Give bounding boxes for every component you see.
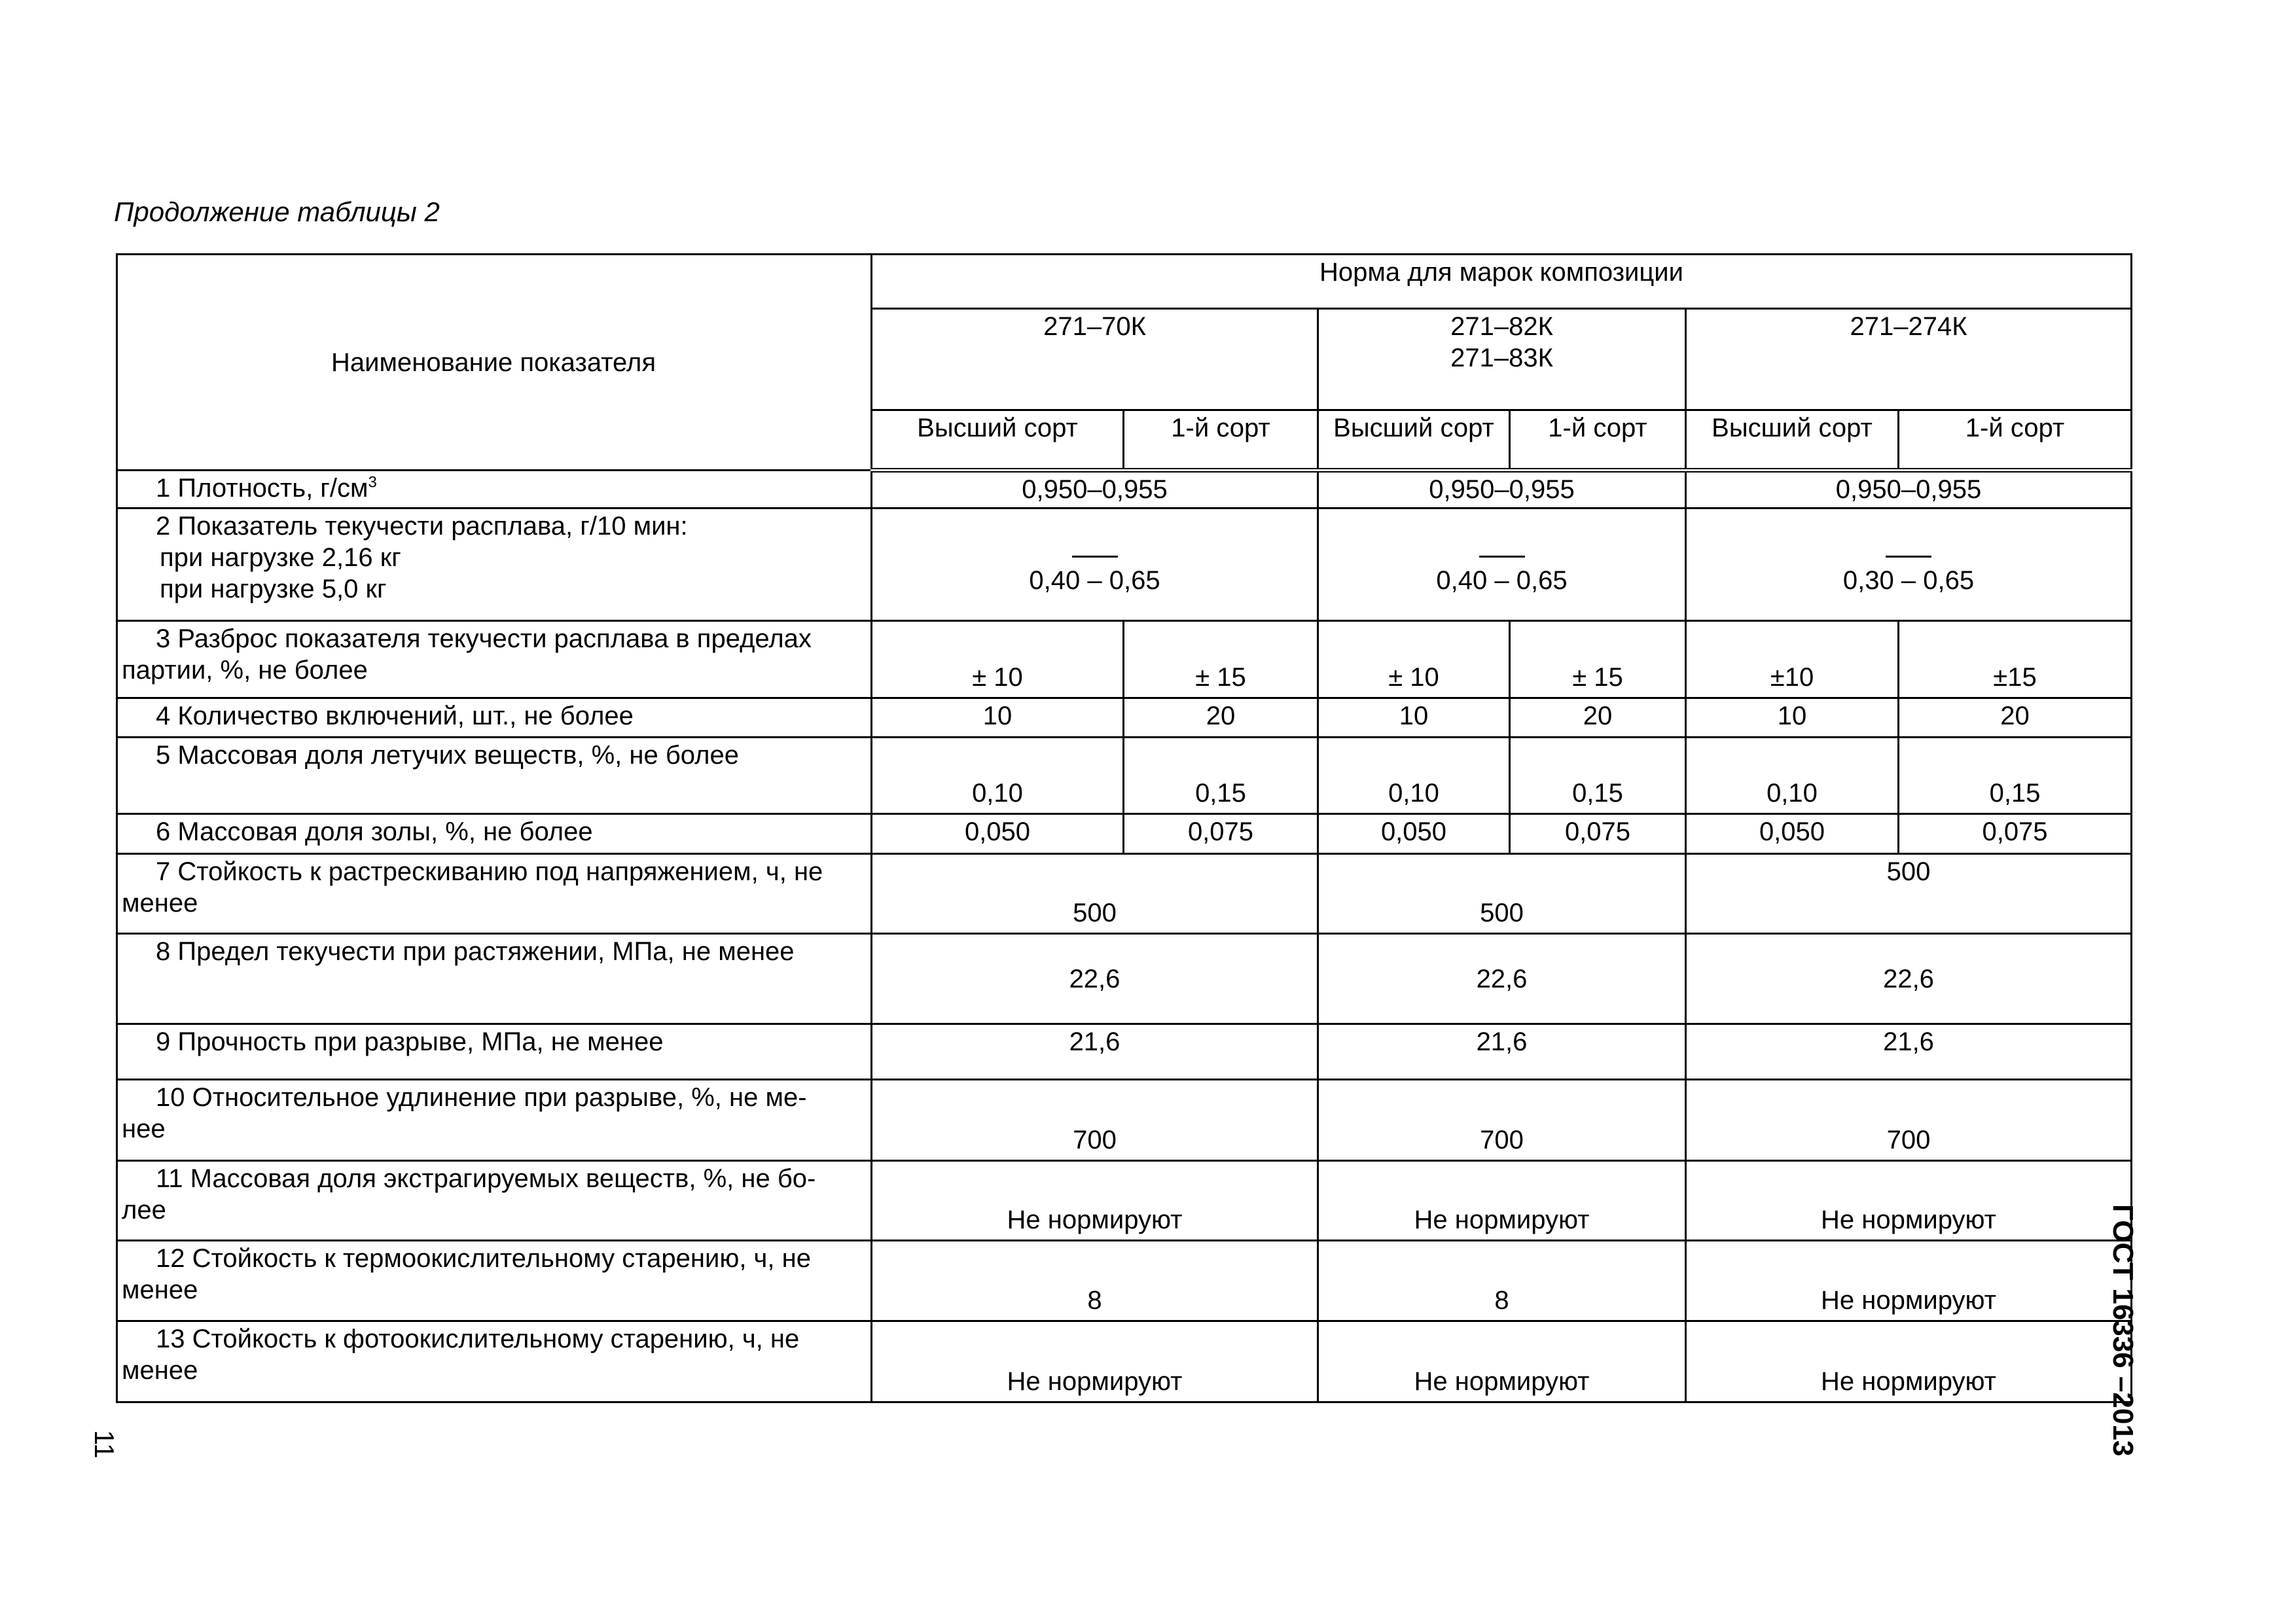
table-row (117, 934, 2132, 1024)
page-number: 11 (89, 1430, 120, 1459)
header-grade-top: Высший сорт (1686, 410, 1899, 471)
cell-value: 0,15 (1510, 738, 1686, 814)
table-row (117, 1161, 2132, 1241)
cell-value: 0,950–0,955 (872, 471, 1318, 508)
cell-value: 0,15 (1899, 738, 2132, 814)
row-label: 5 Массовая доля летучих веществ, %, не более (117, 738, 872, 814)
cell-value: ±15 (1899, 621, 2132, 698)
row-label: 12 Стойкость к термоокислительному старению, ч, не менее (117, 1241, 872, 1321)
table-row (117, 621, 2132, 698)
cell-value: 0,30 – 0,65 (1686, 508, 2132, 621)
table-row (117, 1024, 2132, 1080)
cell-value: 0,950–0,955 (1686, 471, 2132, 508)
table-row (117, 1321, 2132, 1402)
cell-value: 0,950–0,955 (1318, 471, 1686, 508)
cell-value: 0,15 (1124, 738, 1318, 814)
cell-value: Не нормируют (1318, 1321, 1686, 1402)
cell-value: Не нормируют (872, 1161, 1318, 1241)
table-row (117, 814, 2132, 854)
cell-value: 22,6 (1318, 934, 1686, 1024)
cell-value: 8 (872, 1241, 1318, 1321)
cell-value: 0,40 – 0,65 (1318, 508, 1686, 621)
cell-value: 0,050 (1686, 814, 1899, 854)
cell-value: 0,10 (1686, 738, 1899, 814)
cell-value: Не нормируют (872, 1321, 1318, 1402)
cell-value: 500 (872, 854, 1318, 934)
table-row (117, 698, 2132, 738)
cell-value: 22,6 (872, 934, 1318, 1024)
table-row (117, 738, 2132, 814)
cell-value: 8 (1318, 1241, 1686, 1321)
header-grade-first: 1-й сорт (1899, 410, 2132, 471)
cell-value: 10 (1318, 698, 1510, 738)
header-mark-271-82k-83k: 271–82К 271–83К (1318, 309, 1686, 410)
cell-value: ± 10 (1318, 621, 1510, 698)
cell-value: 21,6 (1318, 1024, 1686, 1080)
row-label: 10 Относительное удлинение при разрыве, %, не ме- нее (117, 1080, 872, 1161)
cell-value: Не нормируют (1686, 1161, 2132, 1241)
cell-value: ± 10 (872, 621, 1124, 698)
row-label: 8 Предел текучести при растяжении, МПа, не менее (117, 934, 872, 1024)
cell-value: Не нормируют (1686, 1321, 2132, 1402)
cell-value: 21,6 (872, 1024, 1318, 1080)
spec-table (116, 253, 2132, 1403)
cell-value: 0,10 (872, 738, 1124, 814)
cell-value: 21,6 (1686, 1024, 2132, 1080)
header-grade-top: Высший сорт (872, 410, 1124, 471)
dash-mark (1072, 536, 1118, 558)
cell-value: 10 (872, 698, 1124, 738)
cell-value: 0,050 (1318, 814, 1510, 854)
cell-value: 20 (1510, 698, 1686, 738)
row-label: 1 Плотность, $г/см^3$ (117, 471, 872, 508)
cell-value: Не нормируют (1686, 1241, 2132, 1321)
row-label: 13 Стойкость к фотоокислительному старению, ч, не менее (117, 1321, 872, 1402)
cell-value: 0,050 (872, 814, 1124, 854)
header-norm-group: Норма для марок композиции (872, 255, 2132, 309)
row-label: 7 Стойкость к растрескиванию под напряжением, ч, не менее (117, 854, 872, 934)
header-grade-first: 1-й сорт (1510, 410, 1686, 471)
header-grade-top: Высший сорт (1318, 410, 1510, 471)
cell-value: 0,075 (1899, 814, 2132, 854)
cell-value: 20 (1124, 698, 1318, 738)
cell-value: Не нормируют (1318, 1161, 1686, 1241)
cell-value: 22,6 (1686, 934, 2132, 1024)
cell-value: 0,10 (1318, 738, 1510, 814)
header-name-col: Наименование показателя (117, 255, 872, 471)
table-caption: Продолжение таблицы 2 (114, 196, 440, 227)
table-row (117, 1080, 2132, 1161)
header-mark-271-274k: 271–274К (1686, 309, 2132, 410)
table-row (117, 1241, 2132, 1321)
cell-value: 0,075 (1510, 814, 1686, 854)
table-row (117, 508, 2132, 621)
cell-value: 10 (1686, 698, 1899, 738)
cell-value: ± 15 (1124, 621, 1318, 698)
dash-mark (1886, 536, 1931, 558)
cell-value: 500 (1686, 854, 2132, 934)
header-mark-271-70k: 271–70К (872, 309, 1318, 410)
row-label: 3 Разброс показателя текучести расплава в пределах партии, %, не более (117, 621, 872, 698)
cell-value: 500 (1318, 854, 1686, 934)
cell-value: 700 (872, 1080, 1318, 1161)
row-label: 9 Прочность при разрыве, МПа, не менее (117, 1024, 872, 1080)
cell-value: 700 (1686, 1080, 2132, 1161)
row-label: 2 Показатель текучести расплава, г/10 мин: при нагрузке 2,16 кг при нагрузке 5,0 кг (117, 508, 872, 621)
header-grade-first: 1-й сорт (1124, 410, 1318, 471)
cell-value: 700 (1318, 1080, 1686, 1161)
cell-value: 0,40 – 0,65 (872, 508, 1318, 621)
standard-code: ГОСТ 16336 –2013 (2107, 1204, 2139, 1457)
cell-value: ±10 (1686, 621, 1899, 698)
cell-value: 20 (1899, 698, 2132, 738)
row-label: 4 Количество включений, шт., не более (117, 698, 872, 738)
table-row (117, 471, 2132, 508)
dash-mark (1479, 536, 1525, 558)
row-label: 6 Массовая доля золы, %, не более (117, 814, 872, 854)
table-row (117, 854, 2132, 934)
row-label: 11 Массовая доля экстрагируемых веществ, %, не бо- лее (117, 1161, 872, 1241)
cell-value: ± 15 (1510, 621, 1686, 698)
cell-value: 0,075 (1124, 814, 1318, 854)
